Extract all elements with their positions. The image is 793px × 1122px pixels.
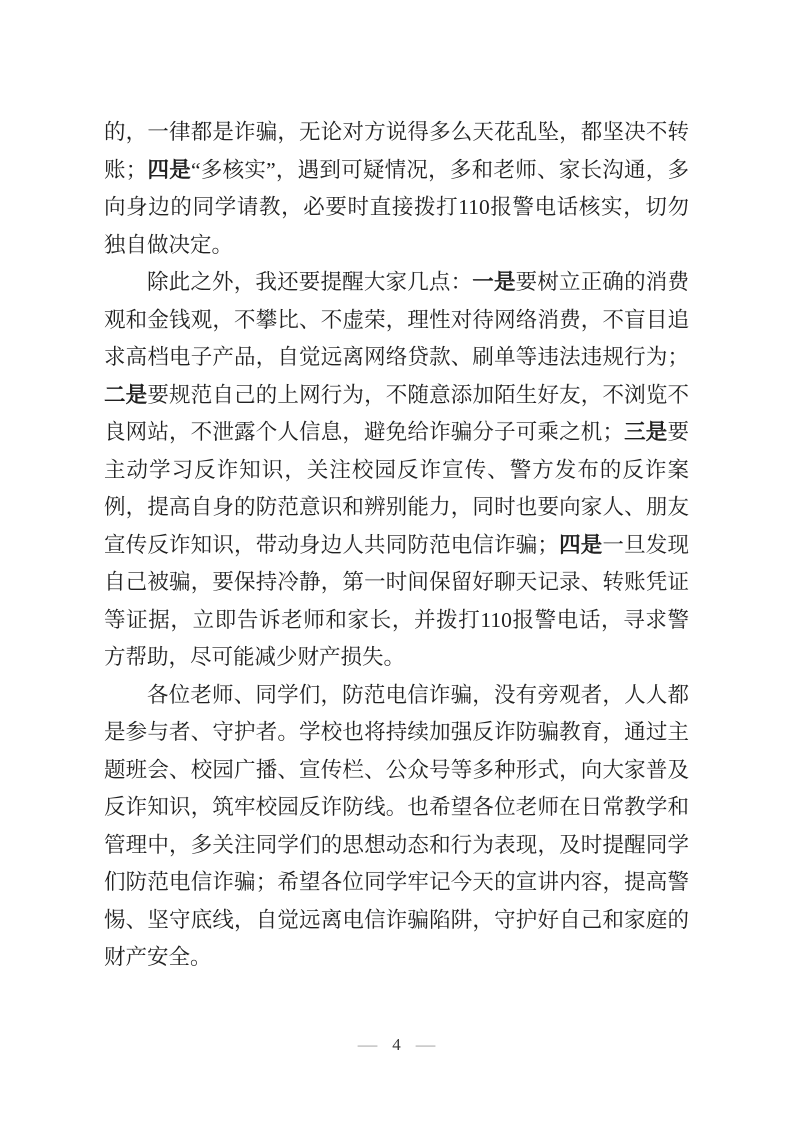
emphasis-text: 二是 (104, 382, 148, 407)
body-text: 要树立正确的消费观和金钱观，不攀比、不虚荣，理性对待网络消费，不盲目追求高档电子产品，自觉远离网络贷款、刷单等违法违规行为； (104, 270, 689, 369)
paragraph-2 (104, 264, 689, 677)
document-body (104, 114, 689, 977)
body-text: 要规范自己的上网行为，不随意添加陌生好友，不浏览不良网站，不泄露个人信息，避免给诈骗分子可乘之机； (104, 382, 689, 444)
body-text: 要主动学习反诈知识，关注校园反诈宣传、警方发布的反诈案例，提高自身的防范意识和辨别能力，同时也要向家人、朋友宣传反诈知识，带动身边人共同防范电信诈骗； (104, 420, 689, 557)
footer-page-number: 4 (392, 1035, 401, 1054)
body-text: 除此之外，我还要提醒大家几点： (147, 270, 473, 294)
emphasis-text: 三是 (623, 420, 668, 444)
paragraph-1 (104, 114, 689, 264)
emphasis-text: 四是 (558, 532, 603, 557)
body-text: “多核实”，遇到可疑情况，多和老师、家长沟通，多向身边的同学请教，必要时直接拨打110报警电话核实，切勿独自做决定。 (104, 157, 689, 257)
body-text: 的，一律都是诈骗，无论对方说得多么天花乱坠，都坚决不转账； (104, 120, 689, 182)
footer-dash-left: — (357, 1035, 378, 1054)
paragraph-3 (104, 677, 689, 977)
emphasis-text: 一是 (472, 270, 516, 294)
page-footer (0, 1033, 793, 1057)
footer-dash-right: — (415, 1035, 436, 1054)
body-text: 各位老师、同学们，防范电信诈骗，没有旁观者，人人都是参与者、守护者。学校也将持续加强反诈防骗教育，通过主题班会、校园广播、宣传栏、公众号等多种形式，向大家普及反诈知识，筑牢校园反诈防线。也希望各位老师在日常教学和管理中，多关注同学们的思想动态和行为表现，及时提醒同学们防范电信诈骗；希望各位同学牢记今天的宣讲内容，提高警惕、坚守底线，自觉远离电信诈骗陷阱，守护好自己和家庭的财产安全。 (104, 682, 689, 969)
emphasis-text: 四是 (147, 157, 192, 182)
body-text: 一旦发现自己被骗，要保持冷静，第一时间保留好聊天记录、转账凭证等证据，立即告诉老师和家长，并拨打110报警电话，寻求警方帮助，尽可能减少财产损失。 (104, 532, 689, 669)
